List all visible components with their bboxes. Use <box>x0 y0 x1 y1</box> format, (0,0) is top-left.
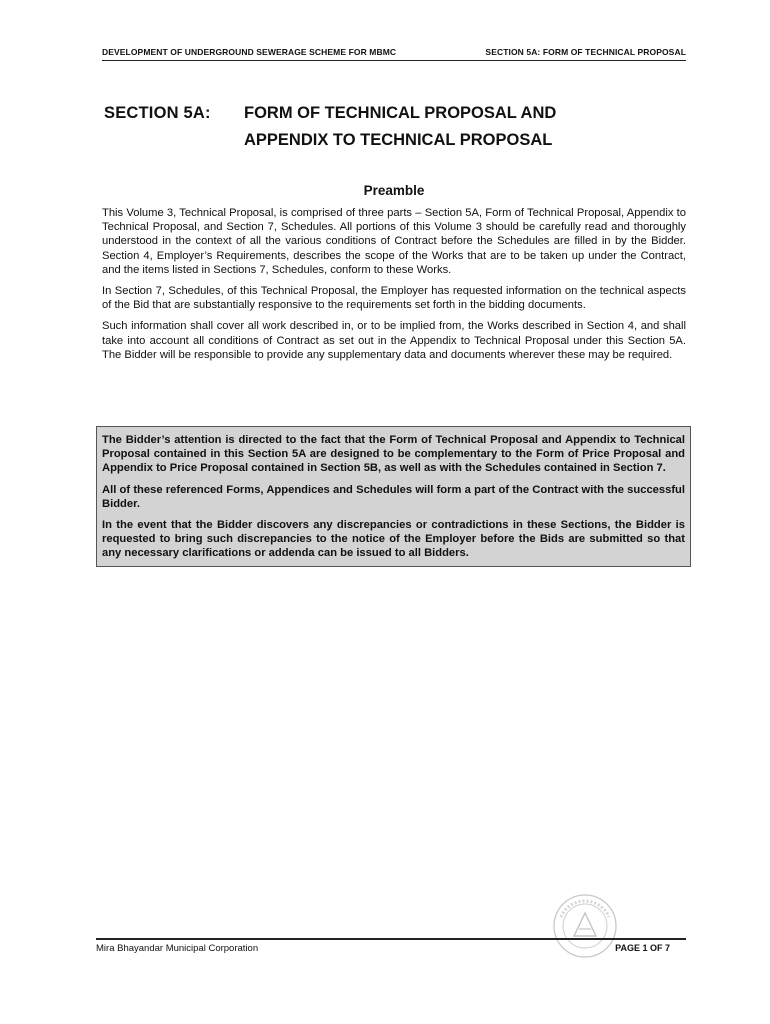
notice-paragraph: The Bidder’s attention is directed to the fact that the Form of Technical Proposal and Appendix to Technical Proposal contained in this Section 5A are designed to be complementary to the Form of Price Proposal and Appendix to Price Proposal contained in Section 5B, as well as with the Schedules contained in Section 7. <box>102 434 685 475</box>
notice-paragraph: All of these referenced Forms, Appendices and Schedules will form a part of the Contract with the successful Bidder. <box>102 483 685 510</box>
preamble-heading: Preamble <box>363 183 425 198</box>
page-header <box>102 47 686 57</box>
footer-organization: Mira Bhayandar Municipal Corporation <box>96 943 259 954</box>
section-title-line2: APPENDIX TO TECHNICAL PROPOSAL <box>244 131 553 149</box>
section-title-line1: FORM OF TECHNICAL PROPOSAL AND <box>244 104 557 122</box>
preamble-paragraph: In Section 7, Schedules, of this Technical Proposal, the Employer has requested information on the technical aspects of the Bid that are substantially responsive to the requirements set forth in the bidding documents. <box>102 285 686 312</box>
bidder-notice-box <box>96 426 691 567</box>
page-footer <box>96 943 670 954</box>
header-divider <box>102 60 686 61</box>
header-section-title: SECTION 5A: FORM OF TECHNICAL PROPOSAL <box>485 47 686 57</box>
notice-paragraph: In the event that the Bidder discovers any discrepancies or contradictions in these Sections, the Bidder is requested to bring such discrepancies to the notice of the Employer before the Bids are submitted so that any necessary clarifications or addenda can be issued to all Bidders. <box>102 519 685 560</box>
footer-page-number: PAGE 1 OF 7 <box>615 943 670 953</box>
footer-divider <box>96 938 686 940</box>
header-project-title: DEVELOPMENT OF UNDERGROUND SEWERAGE SCHEME FOR MBMC <box>102 47 397 57</box>
section-label: SECTION 5A: <box>104 104 211 122</box>
preamble-body <box>102 206 686 369</box>
preamble-paragraph: This Volume 3, Technical Proposal, is comprised of three parts – Section 5A, Form of Technical Proposal, Appendix to Technical Proposal, and Section 7, Schedules. All portions of this Volume 3 should be carefully read and thoroughly understood in the context of all the various conditions of Contract before the Schedules are filled in by the Bidder. Section 4, Employer’s Requirements, describes the scope of the Works that are to be taken up under the Contract, and the items listed in Sections 7, Schedules, conform to these Works. <box>102 207 686 276</box>
preamble-paragraph: Such information shall cover all work described in, or to be implied from, the Works described in Section 4, and shall take into account all conditions of Contract as set out in the Appendix to Technical Proposal under this Section 5A. The Bidder will be responsible to provide any supplementary data and documents wherever these may be required. <box>102 320 686 361</box>
